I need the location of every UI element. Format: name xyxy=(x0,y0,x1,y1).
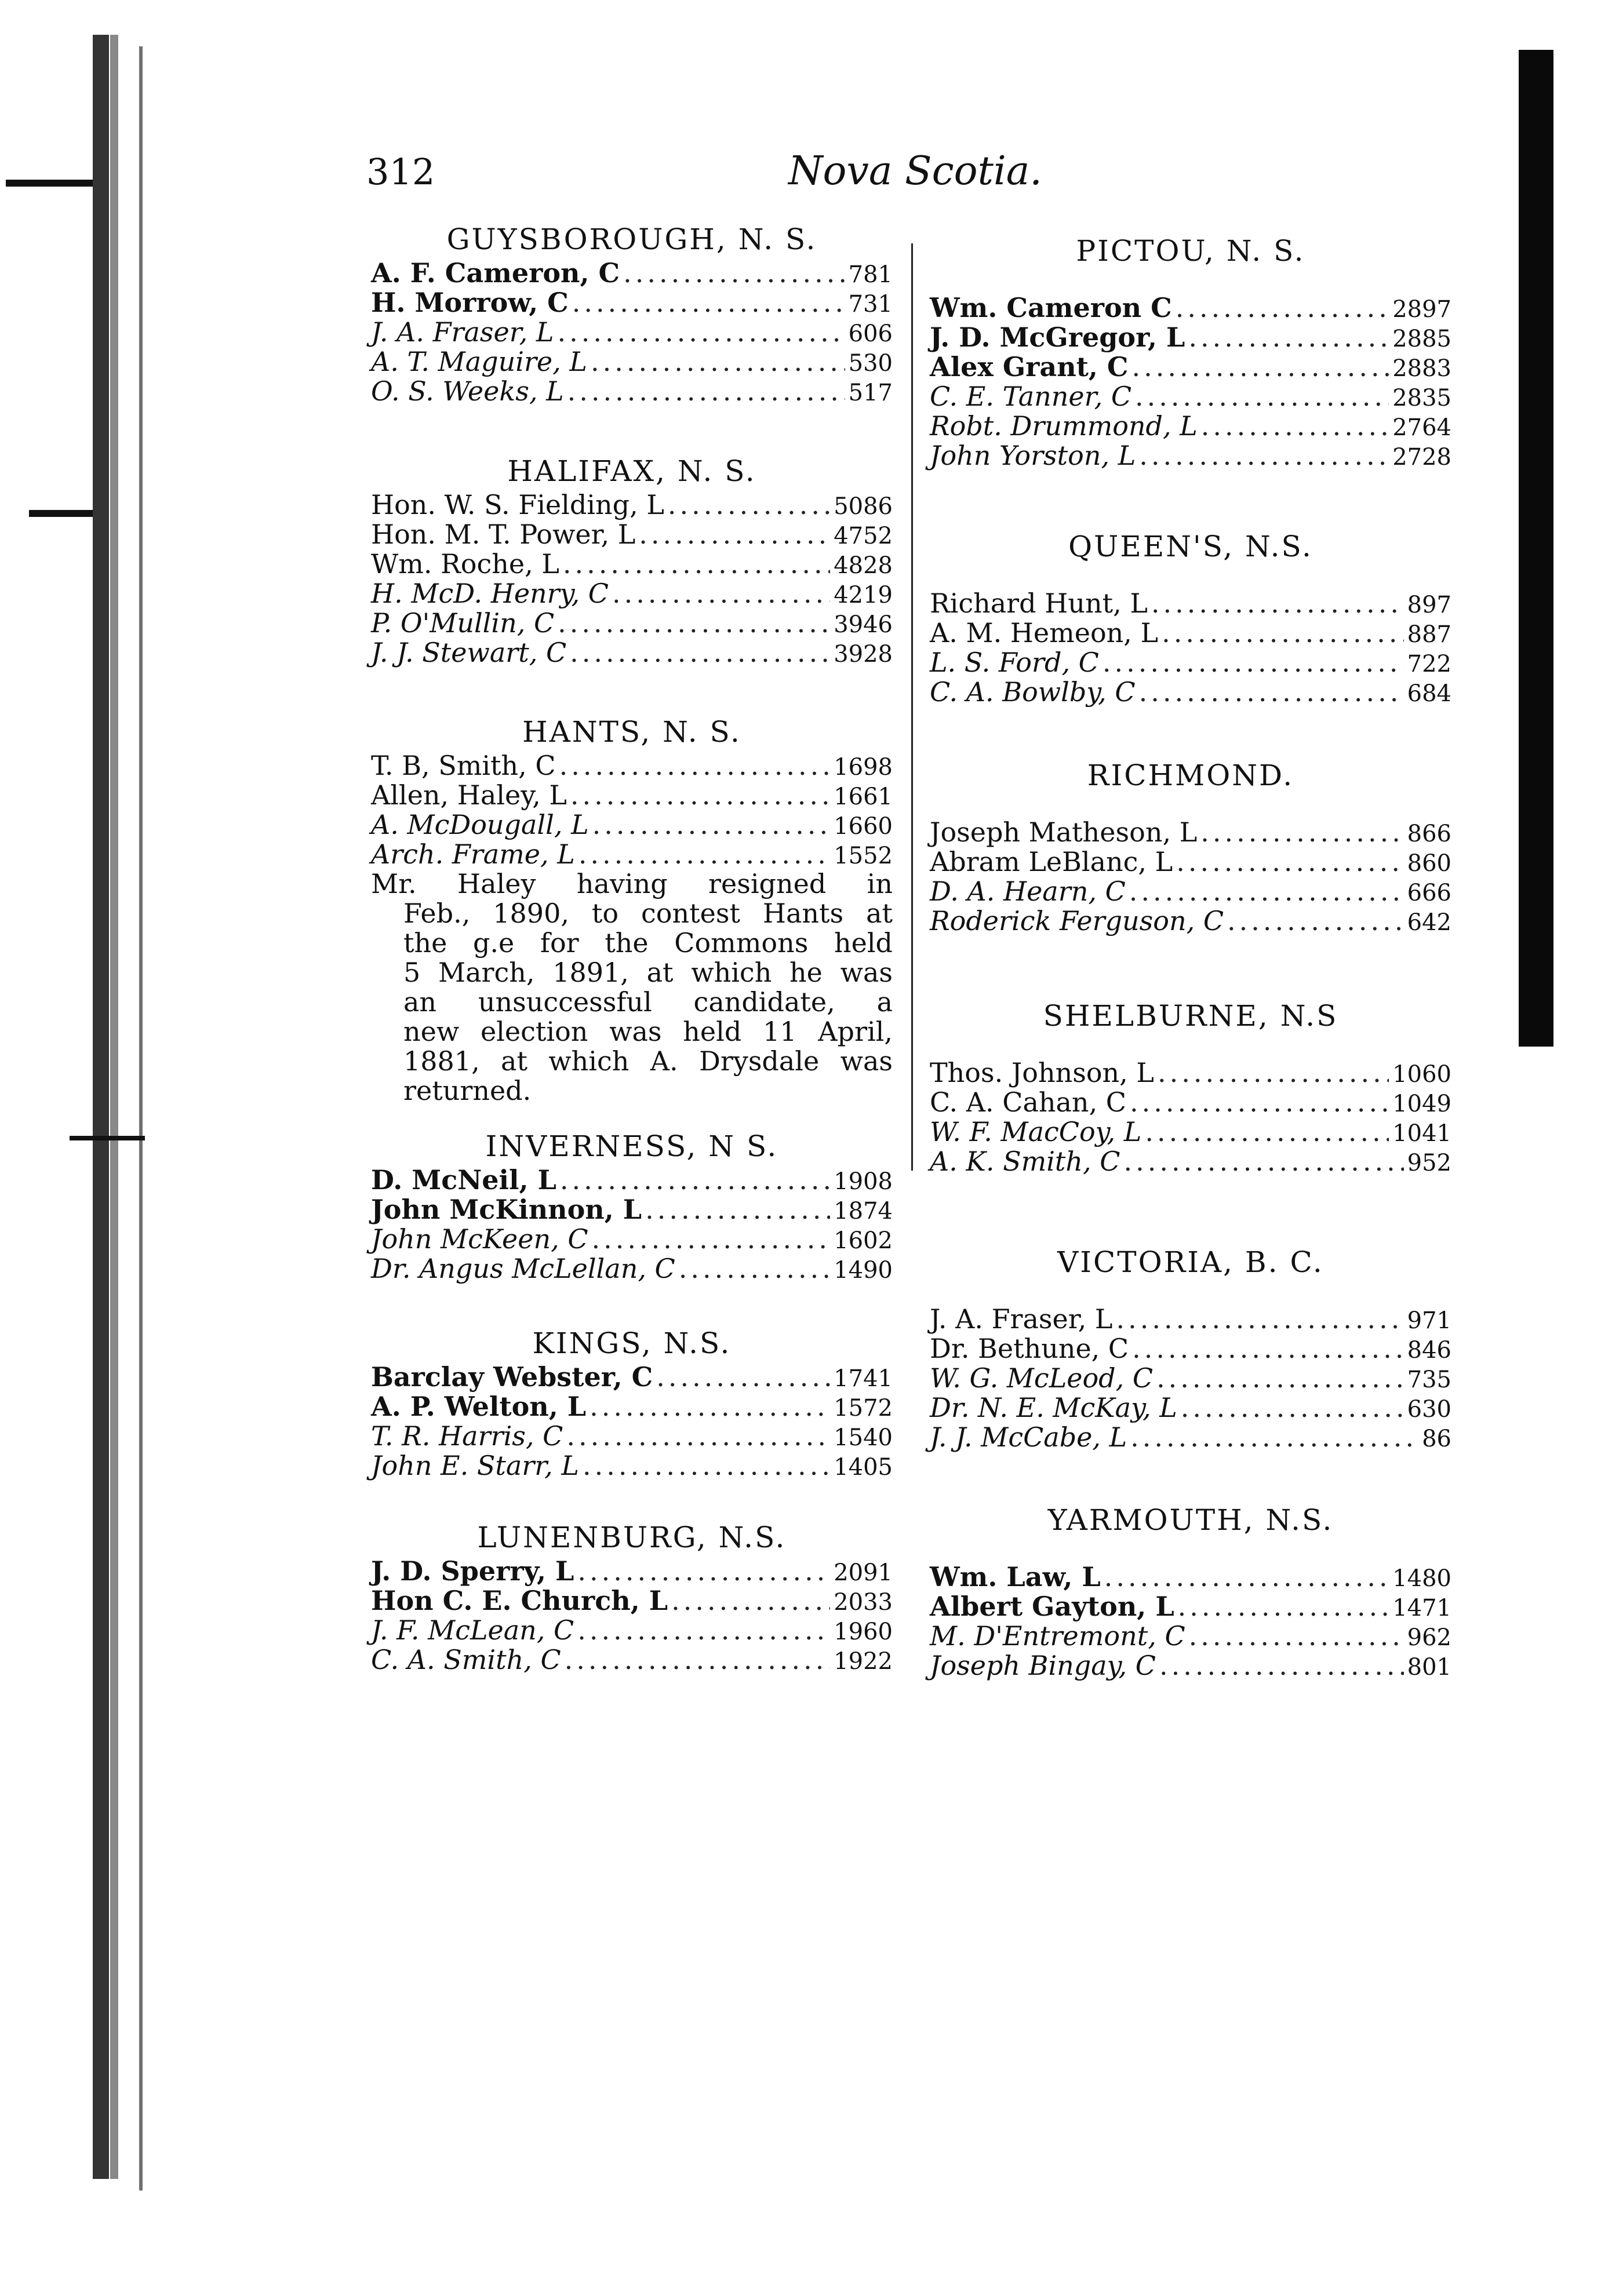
entry-row xyxy=(930,1621,1451,1651)
entry-row xyxy=(930,1562,1451,1592)
candidate-name: J. J. McCabe, L xyxy=(930,1422,1127,1453)
entry-row xyxy=(930,1147,1451,1176)
candidate-name: Wm. Roche, L xyxy=(371,548,559,580)
dot-leader xyxy=(1130,1088,1389,1117)
vote-count: 1874 xyxy=(834,1198,893,1224)
dot-leader xyxy=(668,490,830,520)
vote-count: 1552 xyxy=(834,843,893,869)
dot-leader xyxy=(1227,906,1404,936)
candidate-name: Albert Gayton, L xyxy=(930,1591,1174,1622)
vote-count: 1049 xyxy=(1392,1091,1451,1117)
dot-leader xyxy=(656,1362,830,1392)
vote-count: 1922 xyxy=(834,1648,893,1675)
dot-leader xyxy=(592,810,831,840)
section-title: GUYSBOROUGH, N. S. xyxy=(446,223,817,256)
dot-leader xyxy=(566,1422,830,1451)
vote-count: 3946 xyxy=(834,611,893,638)
section-inverness xyxy=(371,1127,893,1284)
entry-row xyxy=(371,1362,893,1392)
vote-count: 952 xyxy=(1407,1150,1451,1176)
entry-row xyxy=(371,549,893,579)
dot-leader xyxy=(1139,441,1389,471)
dot-leader xyxy=(592,1224,831,1254)
dot-leader xyxy=(1132,352,1389,382)
entry-row xyxy=(930,877,1451,906)
vote-count: 860 xyxy=(1407,850,1451,877)
candidate-name: Joseph Bingay, C xyxy=(930,1650,1156,1681)
vote-count: 4752 xyxy=(834,523,893,549)
entry-row xyxy=(371,1451,893,1481)
dot-leader xyxy=(1158,1058,1389,1088)
section-pictou xyxy=(930,232,1451,471)
dot-leader xyxy=(572,288,845,318)
section-halifax xyxy=(371,452,893,668)
dot-leader xyxy=(1104,1562,1389,1592)
entry-row xyxy=(371,1392,893,1422)
dot-leader xyxy=(671,1586,830,1616)
section-title: INVERNESS, N S. xyxy=(485,1129,778,1163)
dot-leader xyxy=(1145,1117,1389,1147)
dot-leader xyxy=(1123,1147,1403,1176)
candidate-name: Thos. Johnson, L xyxy=(930,1057,1154,1088)
vote-count: 4219 xyxy=(834,582,893,608)
candidate-name: A. P. Welton, L xyxy=(371,1391,587,1422)
candidate-name: C. A. Smith, C xyxy=(371,1644,561,1675)
vote-count: 1480 xyxy=(1392,1565,1451,1592)
dot-leader xyxy=(567,377,845,406)
dot-leader xyxy=(591,347,845,377)
vote-count: 1741 xyxy=(834,1365,893,1392)
section-title: YARMOUTH, N.S. xyxy=(1047,1503,1334,1537)
candidate-name: Hon. W. S. Fielding, L xyxy=(371,489,664,520)
section-hants xyxy=(371,713,893,1106)
section-richmond xyxy=(930,756,1451,936)
dot-leader xyxy=(558,608,830,638)
vote-count: 530 xyxy=(848,350,893,377)
vote-count: 606 xyxy=(848,320,893,347)
dot-leader xyxy=(563,549,830,579)
entry-row xyxy=(371,840,893,869)
dot-leader xyxy=(1132,1334,1404,1364)
candidate-name: W. G. McLeod, C xyxy=(930,1362,1154,1394)
section-queens xyxy=(930,527,1451,707)
entry-row xyxy=(371,490,893,520)
vote-count: 801 xyxy=(1407,1654,1451,1681)
entry-row xyxy=(930,411,1451,441)
dot-leader xyxy=(1135,382,1389,411)
vote-count: 962 xyxy=(1407,1624,1451,1651)
section-kings xyxy=(371,1324,893,1481)
candidate-name: T. B, Smith, C xyxy=(371,750,556,781)
vote-count: 1960 xyxy=(834,1619,893,1645)
dot-leader xyxy=(1200,818,1403,847)
dot-leader xyxy=(645,1195,830,1224)
dot-leader xyxy=(1116,1304,1403,1334)
scan-left-margin xyxy=(0,0,157,2296)
running-head: Nova Scotia. xyxy=(788,148,1042,194)
dot-leader xyxy=(1139,677,1404,707)
section-title: PICTOU, N. S. xyxy=(1076,234,1305,268)
candidate-name: J. J. Stewart, C xyxy=(371,637,567,668)
entry-row xyxy=(371,520,893,549)
entry-row xyxy=(930,1393,1451,1423)
entry-row xyxy=(371,347,893,377)
vote-count: 897 xyxy=(1407,592,1451,618)
entry-row xyxy=(930,1423,1451,1452)
section-title: QUEEN'S, N.S. xyxy=(1068,530,1313,563)
entry-row xyxy=(930,293,1451,323)
section-guysborough xyxy=(371,220,893,406)
entry-row xyxy=(930,1304,1451,1334)
note-line: an unsuccessful candidate, a xyxy=(403,986,893,1018)
vote-count: 2883 xyxy=(1392,355,1451,382)
dot-leader xyxy=(570,638,830,668)
entry-row xyxy=(930,906,1451,936)
candidate-name: Dr. Bethune, C xyxy=(930,1333,1129,1364)
candidate-name: Arch. Frame, L xyxy=(371,839,575,870)
section-title: LUNENBURG, N.S. xyxy=(477,1521,787,1554)
dot-leader xyxy=(1156,1364,1404,1393)
entry-row xyxy=(371,751,893,781)
dot-leader xyxy=(1181,1393,1404,1423)
candidate-name: J. D. Sperry, L xyxy=(371,1555,574,1587)
entry-row xyxy=(371,1616,893,1645)
candidate-name: H. Morrow, C xyxy=(371,287,569,318)
entry-row xyxy=(930,1058,1451,1088)
candidate-name: A. T. Maguire, L xyxy=(371,346,587,377)
dot-leader xyxy=(570,781,830,810)
candidate-name: J. F. McLean, C xyxy=(371,1615,574,1646)
entry-row xyxy=(371,288,893,318)
scan-right-bar xyxy=(1519,50,1553,1047)
dot-leader xyxy=(590,1392,830,1422)
vote-count: 735 xyxy=(1407,1366,1451,1393)
candidate-name: Wm. Cameron C xyxy=(930,292,1172,323)
section-yarmouth xyxy=(930,1501,1451,1681)
entry-row xyxy=(930,618,1451,648)
entry-row xyxy=(930,441,1451,471)
dot-leader xyxy=(1129,877,1404,906)
entry-row xyxy=(371,1645,893,1675)
entry-row xyxy=(930,1651,1451,1681)
vote-count: 1490 xyxy=(834,1257,893,1284)
dot-leader xyxy=(612,579,830,608)
dot-leader xyxy=(1159,1651,1404,1681)
dot-leader xyxy=(1189,1621,1404,1651)
note-line: Feb., 1890, to contest Hants at xyxy=(403,898,893,929)
candidate-name: H. McD. Henry, C xyxy=(371,578,609,609)
entry-row xyxy=(371,579,893,608)
vote-count: 642 xyxy=(1407,909,1451,936)
section-title: SHELBURNE, N.S xyxy=(1043,999,1338,1033)
candidate-name: C. E. Tanner, C xyxy=(930,381,1132,412)
note-line: new election was held 11 April, xyxy=(403,1016,893,1047)
vote-count: 2764 xyxy=(1392,414,1451,441)
entry-row xyxy=(930,589,1451,618)
candidate-name: C. A. Cahan, C xyxy=(930,1087,1127,1118)
entry-row xyxy=(371,608,893,638)
candidate-name: J. A. Fraser, L xyxy=(371,316,554,348)
entry-row xyxy=(371,1165,893,1195)
candidate-name: T. R. Harris, C xyxy=(371,1420,563,1452)
candidate-name: Dr. Angus McLellan, C xyxy=(371,1253,675,1284)
dot-leader xyxy=(1178,1592,1389,1621)
dot-leader xyxy=(559,751,831,781)
candidate-name: D. McNeil, L xyxy=(371,1164,556,1196)
vote-count: 1471 xyxy=(1392,1595,1451,1621)
candidate-name: Wm. Law, L xyxy=(930,1561,1101,1592)
candidate-name: John McKinnon, L xyxy=(371,1194,642,1225)
note-line: Mr. Haley having resigned in xyxy=(371,868,893,899)
entry-row xyxy=(930,818,1451,847)
vote-count: 1908 xyxy=(834,1168,893,1195)
vote-count: 2091 xyxy=(834,1559,893,1586)
dot-leader xyxy=(583,1451,830,1481)
vote-count: 1540 xyxy=(834,1424,893,1451)
candidate-name: Alex Grant, C xyxy=(930,351,1129,382)
vote-count: 1602 xyxy=(834,1227,893,1254)
candidate-name: John McKeen, C xyxy=(371,1223,588,1255)
entry-row xyxy=(371,318,893,347)
candidate-name: M. D'Entremont, C xyxy=(930,1620,1185,1652)
candidate-name: A. F. Cameron, C xyxy=(371,257,620,289)
entry-row xyxy=(371,781,893,810)
vote-count: 517 xyxy=(848,380,893,406)
candidate-name: O. S. Weeks, L xyxy=(371,376,564,407)
candidate-name: Barclay Webster, C xyxy=(371,1361,653,1393)
entry-row xyxy=(930,648,1451,677)
candidate-name: Robt. Drummond, L xyxy=(930,410,1198,442)
candidate-name: Hon C. E. Church, L xyxy=(371,1585,668,1616)
entry-row xyxy=(371,377,893,406)
section-title: KINGS, N.S. xyxy=(532,1326,732,1360)
dot-leader xyxy=(1176,293,1389,323)
candidate-name: Abram LeBlanc, L xyxy=(930,846,1173,877)
note-line: 5 March, 1891, at which he was xyxy=(403,957,893,988)
candidate-name: L. S. Ford, C xyxy=(930,647,1099,678)
page-number: 312 xyxy=(366,151,435,193)
entry-row xyxy=(930,1592,1451,1621)
candidate-name: Hon. M. T. Power, L xyxy=(371,519,636,550)
entry-row xyxy=(930,323,1451,352)
section-lunenburg xyxy=(371,1518,893,1675)
dot-leader xyxy=(1201,411,1389,441)
dot-leader xyxy=(639,520,830,549)
candidate-name: John E. Starr, L xyxy=(371,1450,579,1481)
vote-count: 731 xyxy=(848,291,893,318)
dot-leader xyxy=(565,1645,831,1675)
entry-row xyxy=(371,638,893,668)
vote-count: 2835 xyxy=(1392,385,1451,411)
vote-count: 781 xyxy=(848,261,893,288)
entry-row xyxy=(371,1422,893,1451)
vote-count: 1698 xyxy=(834,754,893,781)
vote-count: 1041 xyxy=(1392,1120,1451,1147)
vote-count: 1405 xyxy=(834,1454,893,1481)
note-line: the g.e for the Commons held xyxy=(403,927,893,959)
vote-count: 1661 xyxy=(834,783,893,810)
column-divider xyxy=(911,243,913,1171)
dot-leader xyxy=(1130,1423,1418,1452)
vote-count: 866 xyxy=(1407,821,1451,847)
entry-row xyxy=(371,1586,893,1616)
vote-count: 666 xyxy=(1407,880,1451,906)
dot-leader xyxy=(623,258,845,288)
vote-count: 1660 xyxy=(834,813,893,840)
dot-leader xyxy=(1151,589,1404,618)
candidate-name: A. K. Smith, C xyxy=(930,1146,1120,1177)
vote-count: 5086 xyxy=(834,493,893,520)
vote-count: 3928 xyxy=(834,641,893,668)
entry-row xyxy=(371,1224,893,1254)
candidate-name: A. McDougall, L xyxy=(371,809,589,840)
entry-row xyxy=(930,1334,1451,1364)
vote-count: 684 xyxy=(1407,680,1451,707)
entry-row xyxy=(371,810,893,840)
vote-count: 846 xyxy=(1407,1337,1451,1364)
entry-row xyxy=(930,1364,1451,1393)
candidate-name: A. M. Hemeon, L xyxy=(930,617,1159,648)
dot-leader xyxy=(578,840,830,869)
section-shelburne xyxy=(930,997,1451,1176)
dot-leader xyxy=(1188,323,1389,352)
entry-row xyxy=(371,1195,893,1224)
entry-row xyxy=(930,1088,1451,1117)
candidate-name: W. F. MacCoy, L xyxy=(930,1116,1142,1147)
candidate-name: C. A. Bowlby, C xyxy=(930,676,1136,708)
candidate-name: Roderick Ferguson, C xyxy=(930,905,1224,936)
note-line: 1881, at which A. Drysdale was xyxy=(403,1045,893,1077)
dot-leader xyxy=(577,1616,830,1645)
vote-count: 630 xyxy=(1407,1396,1451,1423)
entry-row xyxy=(930,1117,1451,1147)
dot-leader xyxy=(1176,847,1403,877)
candidate-name: Allen, Haley, L xyxy=(371,779,567,811)
vote-count: 2885 xyxy=(1392,326,1451,352)
entry-row xyxy=(930,847,1451,877)
entry-row xyxy=(371,1254,893,1284)
entry-row xyxy=(371,1557,893,1586)
dot-leader xyxy=(577,1557,830,1586)
entry-row xyxy=(930,382,1451,411)
note-line: returned. xyxy=(403,1075,532,1106)
dot-leader xyxy=(557,318,845,347)
candidate-name: Richard Hunt, L xyxy=(930,588,1148,619)
section-title: HALIFAX, N. S. xyxy=(507,454,756,488)
vote-count: 86 xyxy=(1422,1426,1451,1452)
candidate-name: John Yorston, L xyxy=(930,440,1136,471)
candidate-name: P. O'Mullin, C xyxy=(371,607,555,639)
hants-note xyxy=(371,869,893,1106)
dot-leader xyxy=(1162,618,1404,648)
dot-leader xyxy=(679,1254,830,1284)
candidate-name: Joseph Matheson, L xyxy=(930,817,1198,848)
section-victoria xyxy=(930,1243,1451,1452)
vote-count: 2728 xyxy=(1392,444,1451,471)
section-title: RICHMOND. xyxy=(1087,759,1294,792)
section-title: HANTS, N. S. xyxy=(522,715,741,749)
vote-count: 1060 xyxy=(1392,1061,1451,1088)
vote-count: 1572 xyxy=(834,1395,893,1422)
section-title: VICTORIA, B. C. xyxy=(1057,1245,1324,1279)
entry-row xyxy=(930,677,1451,707)
vote-count: 971 xyxy=(1407,1307,1451,1334)
candidate-name: J. D. McGregor, L xyxy=(930,322,1185,353)
candidate-name: D. A. Hearn, C xyxy=(930,876,1126,907)
vote-count: 4828 xyxy=(834,552,893,579)
vote-count: 722 xyxy=(1407,651,1451,677)
candidate-name: Dr. N. E. McKay, L xyxy=(930,1392,1177,1423)
dot-leader xyxy=(560,1165,830,1195)
dot-leader xyxy=(1102,648,1404,677)
vote-count: 2897 xyxy=(1392,296,1451,323)
vote-count: 887 xyxy=(1407,621,1451,648)
entry-row xyxy=(930,352,1451,382)
vote-count: 2033 xyxy=(834,1589,893,1616)
candidate-name: J. A. Fraser, L xyxy=(930,1303,1113,1335)
entry-row xyxy=(371,258,893,288)
